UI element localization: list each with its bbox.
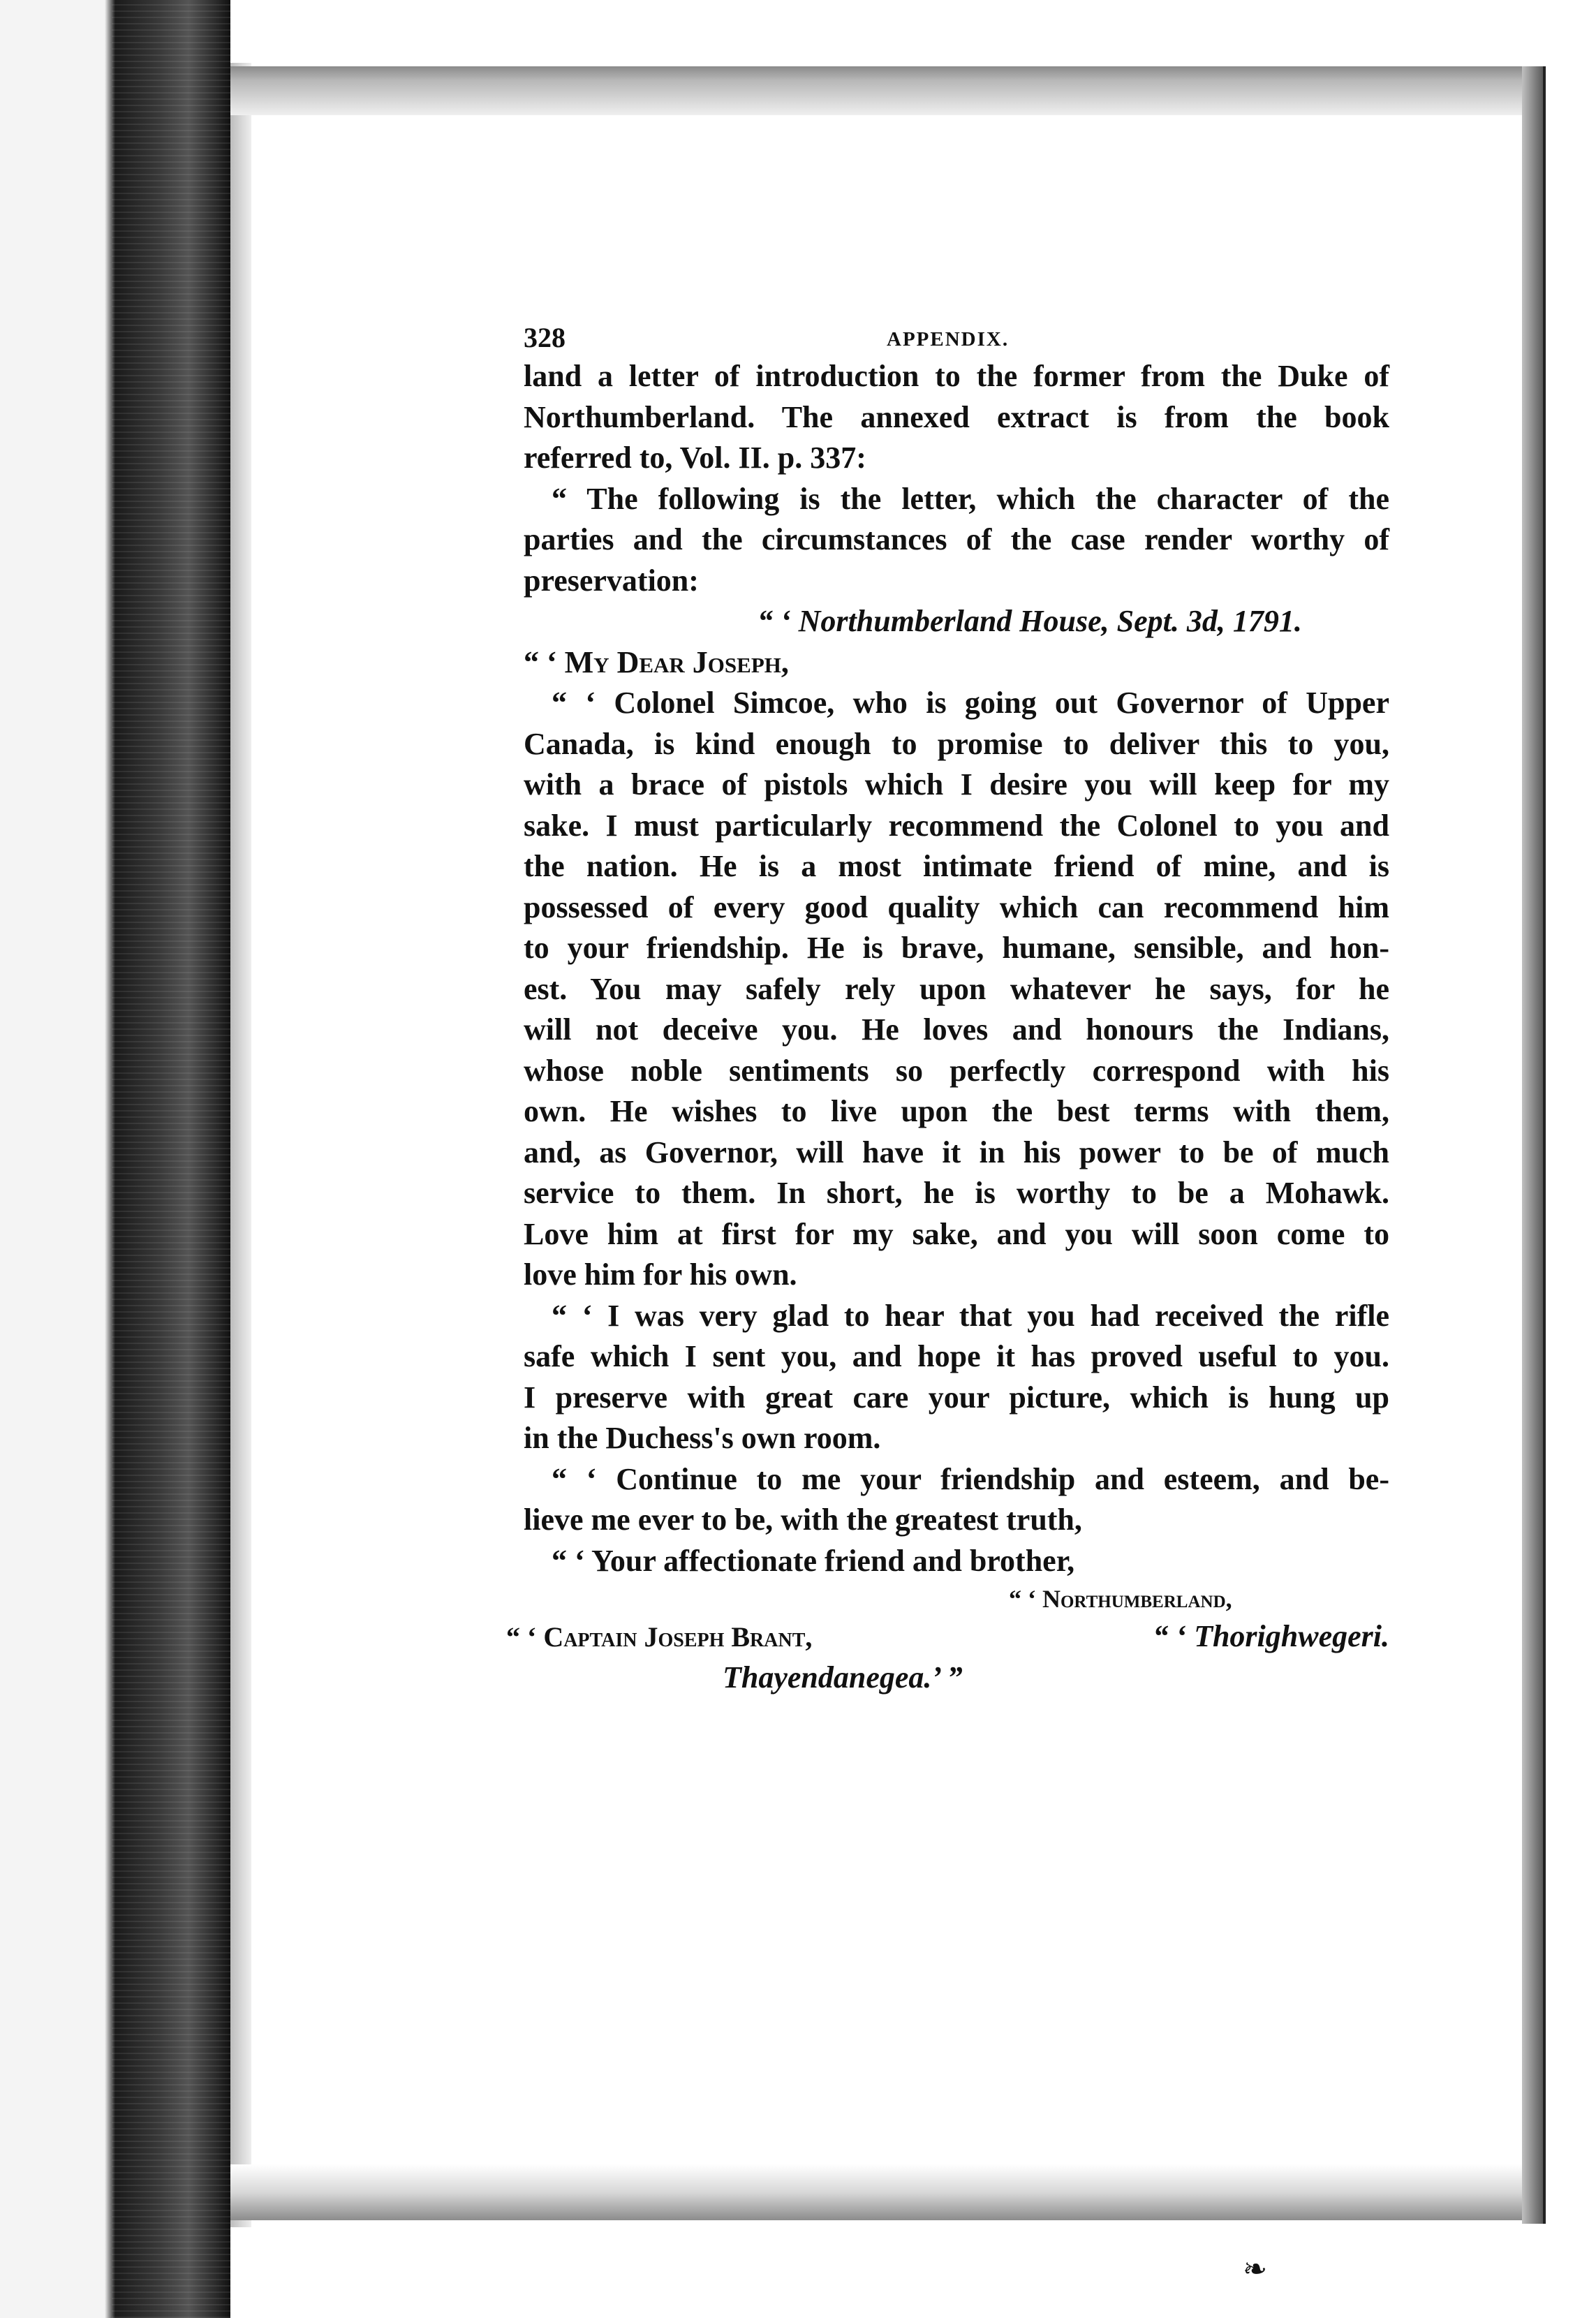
body-paragraph (524, 356, 1389, 479)
running-head (524, 307, 1389, 356)
letter-salutation: “ ‘ My Dear Joseph, (524, 644, 789, 679)
page-bottom-shadow (230, 2164, 1529, 2220)
running-title: APPENDIX. (887, 328, 1010, 350)
text-line: sake. I must particularly recommend the Colonel to you and (524, 808, 1389, 843)
page-right-fold (1522, 66, 1543, 2224)
text-line: Love him at first for my sake, and you will soon come to (524, 1216, 1389, 1251)
text-line: will not deceive you. He loves and honours the Indians, (524, 1012, 1389, 1047)
text-line: est. You may safely rely upon whatever he says, for he (524, 971, 1389, 1006)
facing-page-edge (1543, 66, 1596, 2224)
binding-texture (112, 0, 230, 2318)
text-line: land a letter of introduction to the former from the Duke of (524, 359, 1389, 393)
scan-mark: ❧ (1243, 2252, 1268, 2286)
page-gutter (230, 63, 251, 2227)
signature-name: “ ‘ Northumberland, (1009, 1585, 1232, 1613)
text-line: in the Duchess's own room. (524, 1421, 881, 1455)
text-line: preservation: (524, 563, 699, 598)
letter-paragraph-1 (524, 683, 1389, 1296)
text-line: service to them. In short, he is worthy to be a Mohawk. (524, 1176, 1389, 1210)
text-line: to your friendship. He is brave, humane, sensible, and hon- (524, 931, 1389, 965)
text-line: Canada, is kind enough to promise to deliver this to you, (524, 726, 1389, 761)
text-line: I preserve with great care your picture, which is hung up (524, 1380, 1389, 1415)
signature-native-name: “ ‘ Thorighwegeri. (1153, 1619, 1389, 1653)
text-line: love him for his own. (524, 1257, 797, 1292)
quote-intro-paragraph (524, 479, 1389, 602)
letter-paragraph-2 (524, 1296, 1389, 1459)
text-line: own. He wishes to live upon the best terms with them, (524, 1094, 1389, 1128)
text-line: whose noble sentiments so perfectly correspond with his (524, 1053, 1389, 1088)
text-line: “ The following is the letter, which the character of the (552, 481, 1389, 516)
signature-native-name-2: Thayendanegea.’ ” (723, 1660, 963, 1695)
text-line: “ ‘ Continue to me your friendship and esteem, and be- (552, 1461, 1389, 1496)
text-line: lieve me ever to be, with the greatest truth, (524, 1503, 1082, 1537)
text-line: with a brace of pistols which I desire you will keep for my (524, 767, 1389, 802)
page-top-shadow (230, 66, 1529, 115)
page-text-block (506, 307, 1389, 1698)
text-line: referred to, Vol. II. p. 337: (524, 441, 866, 475)
page-number: 328 (524, 322, 566, 353)
text-line: and, as Governor, will have it in his power to be of much (524, 1135, 1389, 1169)
text-line: the nation. He is a most intimate friend of mine, and is (524, 849, 1389, 883)
text-line: “ ‘ Colonel Simcoe, who is going out Governor of Upper (552, 686, 1389, 720)
text-line: possessed of every good quality which can recommend him (524, 889, 1389, 924)
letter-closing: “ ‘ Your affectionate friend and brother, (552, 1543, 1075, 1578)
text-line: parties and the circumstances of the case render worthy of (524, 522, 1389, 556)
addressee: “ ‘ Captain Joseph Brant, (506, 1621, 813, 1653)
signature-row (506, 1616, 1389, 1658)
letter-paragraph-3 (524, 1459, 1389, 1541)
letter-dateline: “ ‘ Northumberland House, Sept. 3d, 1791. (758, 604, 1302, 638)
text-line: Northumberland. The annexed extract is from the book (524, 399, 1389, 434)
text-line: safe which I sent you, and hope it has proved useful to you. (524, 1339, 1389, 1373)
text-line: “ ‘ I was very glad to hear that you had received the rifle (552, 1298, 1389, 1333)
